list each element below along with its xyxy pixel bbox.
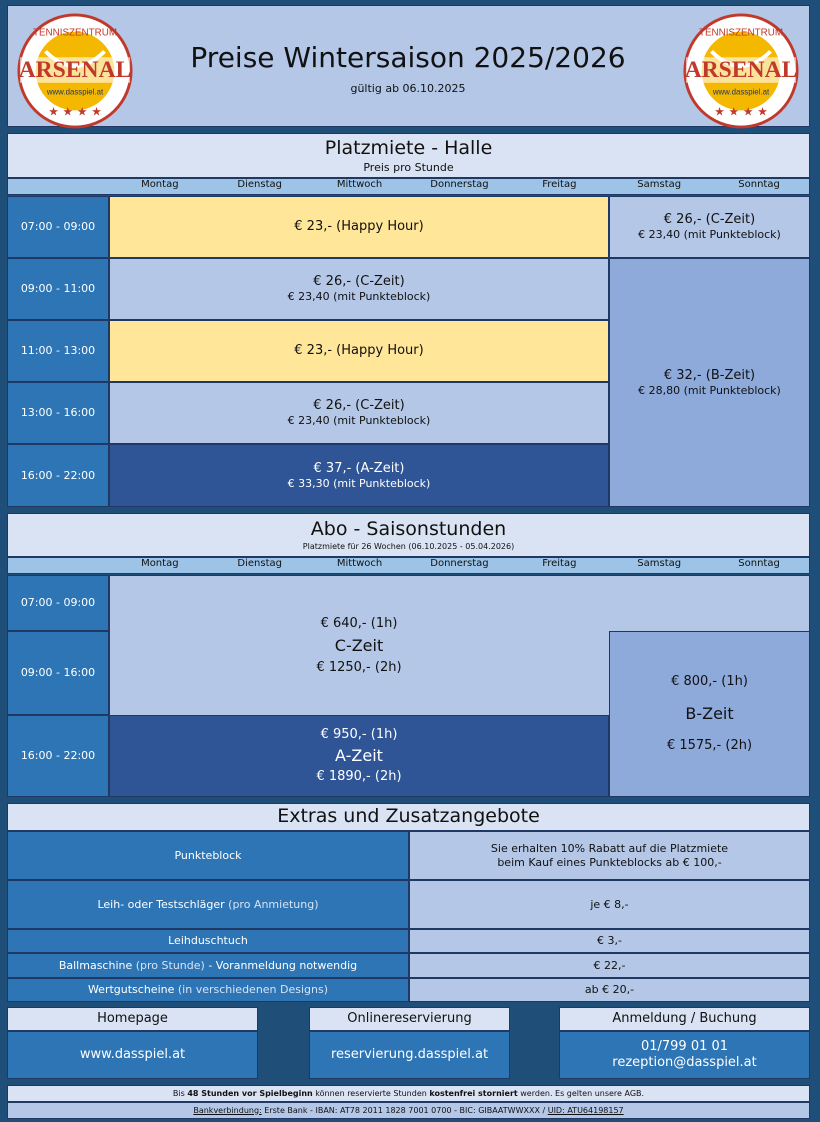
extra-value: je € 8,-	[409, 880, 810, 929]
booking-contact[interactable]	[559, 1031, 810, 1079]
day-label: Sonntag	[738, 558, 780, 569]
day-label: Montag	[141, 179, 179, 190]
section-title: Extras und Zusatzangebote	[277, 805, 540, 828]
time-slot: 16:00 - 22:00	[7, 444, 109, 507]
extra-label: Wertgutscheine (in verschiedenen Designs)	[7, 978, 409, 1002]
a-zeit-price: € 37,- (A-Zeit) € 33,30 (mit Punkteblock)	[109, 444, 609, 507]
svg-text:TENNISZENTRUM: TENNISZENTRUM	[698, 27, 784, 39]
time-slot: 09:00 - 16:00	[7, 631, 109, 715]
abo-c-zeit-price: € 640,- (1h) C-Zeit € 1250,- (2h)	[316, 615, 402, 675]
svg-text:www.dasspiel.at: www.dasspiel.at	[712, 87, 770, 97]
svg-text:★ ★ ★ ★: ★ ★ ★ ★	[48, 104, 102, 119]
section-title: Platzmiete - Halle	[324, 136, 493, 159]
day-label: Samstag	[637, 179, 682, 190]
svg-text:www.dasspiel.at: www.dasspiel.at	[46, 87, 104, 97]
extra-label: Punkteblock	[7, 831, 409, 880]
day-label: Mittwoch	[336, 558, 383, 569]
arsenal-logo-right	[682, 12, 800, 130]
phone-number[interactable]: 01/799 01 01	[640, 1038, 729, 1054]
homepage-link[interactable]: www.dasspiel.at	[7, 1031, 258, 1079]
day-label: Freitag	[542, 179, 577, 190]
online-reservation-link[interactable]: reservierung.dasspiel.at	[309, 1031, 510, 1079]
time-slot: 11:00 - 13:00	[7, 320, 109, 382]
day-label: Mittwoch	[336, 179, 383, 190]
extra-label: Ballmaschine (pro Stunde) - Voranmeldung notwendig	[7, 953, 409, 978]
weekend-c-zeit-price: € 26,- (C-Zeit) € 23,40 (mit Punkteblock)	[609, 196, 810, 258]
time-slot: 13:00 - 16:00	[7, 382, 109, 444]
day-header-row	[7, 178, 810, 195]
section-subtitle: Platzmiete für 26 Wochen (06.10.2025 - 05.04.2026)	[302, 541, 515, 551]
homepage-header: Homepage	[7, 1007, 258, 1031]
page-subtitle: gültig ab 06.10.2025	[350, 82, 466, 96]
day-label: Freitag	[542, 558, 577, 569]
abo-b-zeit-price: € 800,- (1h) B-Zeit € 1575,- (2h)	[609, 631, 810, 797]
day-label: Samstag	[637, 558, 682, 569]
time-slot: 07:00 - 09:00	[7, 575, 109, 631]
section-title: Abo - Saisonstunden	[310, 518, 507, 541]
abo-a-zeit-price: € 950,- (1h) A-Zeit € 1890,- (2h)	[109, 715, 609, 797]
section-platzmiete-header	[7, 133, 810, 178]
email-address[interactable]: rezeption@dasspiel.at	[612, 1055, 757, 1070]
svg-text:TENNISZENTRUM: TENNISZENTRUM	[32, 27, 118, 39]
time-slot: 07:00 - 09:00	[7, 196, 109, 258]
svg-text:ARSENAL: ARSENAL	[684, 56, 798, 83]
c-zeit-price: € 26,- (C-Zeit) € 23,40 (mit Punkteblock)	[109, 258, 609, 320]
time-slot: 16:00 - 22:00	[7, 715, 109, 797]
extra-value: ab € 20,-	[409, 978, 810, 1002]
day-label: Dienstag	[237, 179, 282, 190]
bank-details: Bankverbindung: Erste Bank - IBAN: AT78 2011 1828 7001 0700 - BIC: GIBAATWWXXX / UID: ATU64198157	[7, 1102, 810, 1119]
b-zeit-price: € 32,- (B-Zeit) € 28,80 (mit Punkteblock)	[609, 258, 810, 507]
section-abo-header	[7, 513, 810, 557]
time-slot: 09:00 - 11:00	[7, 258, 109, 320]
booking-header: Anmeldung / Buchung	[559, 1007, 810, 1031]
cancellation-note: Bis 48 Stunden vor Spielbeginn können reservierte Stunden kostenfrei storniert werden. Es gelten unsere AGB.	[7, 1085, 810, 1102]
c-zeit-price: € 26,- (C-Zeit) € 23,40 (mit Punkteblock)	[109, 382, 609, 444]
happy-hour-price: € 23,- (Happy Hour)	[109, 196, 609, 258]
extra-label: Leihduschtuch	[7, 929, 409, 953]
page-title: Preise Wintersaison 2025/2026	[190, 40, 626, 74]
online-reservation-header: Onlinereservierung	[309, 1007, 510, 1031]
day-label: Sonntag	[738, 179, 780, 190]
extra-value: € 22,-	[409, 953, 810, 978]
extra-value: € 3,-	[409, 929, 810, 953]
extra-label: Leih- oder Testschläger (pro Anmietung)	[7, 880, 409, 929]
section-extras-header	[7, 803, 810, 831]
section-subtitle: Preis pro Stunde	[363, 160, 454, 174]
svg-text:ARSENAL: ARSENAL	[18, 56, 132, 83]
extra-value: Sie erhalten 10% Rabatt auf die Platzmiete beim Kauf eines Punkteblocks ab € 100,-	[409, 831, 810, 880]
happy-hour-price: € 23,- (Happy Hour)	[109, 320, 609, 382]
day-label: Montag	[141, 558, 179, 569]
day-label: Donnerstag	[430, 179, 489, 190]
day-label: Donnerstag	[430, 558, 489, 569]
day-header-row	[7, 557, 810, 574]
arsenal-logo-left	[16, 12, 134, 130]
svg-text:★ ★ ★ ★: ★ ★ ★ ★	[714, 104, 768, 119]
day-label: Dienstag	[237, 558, 282, 569]
